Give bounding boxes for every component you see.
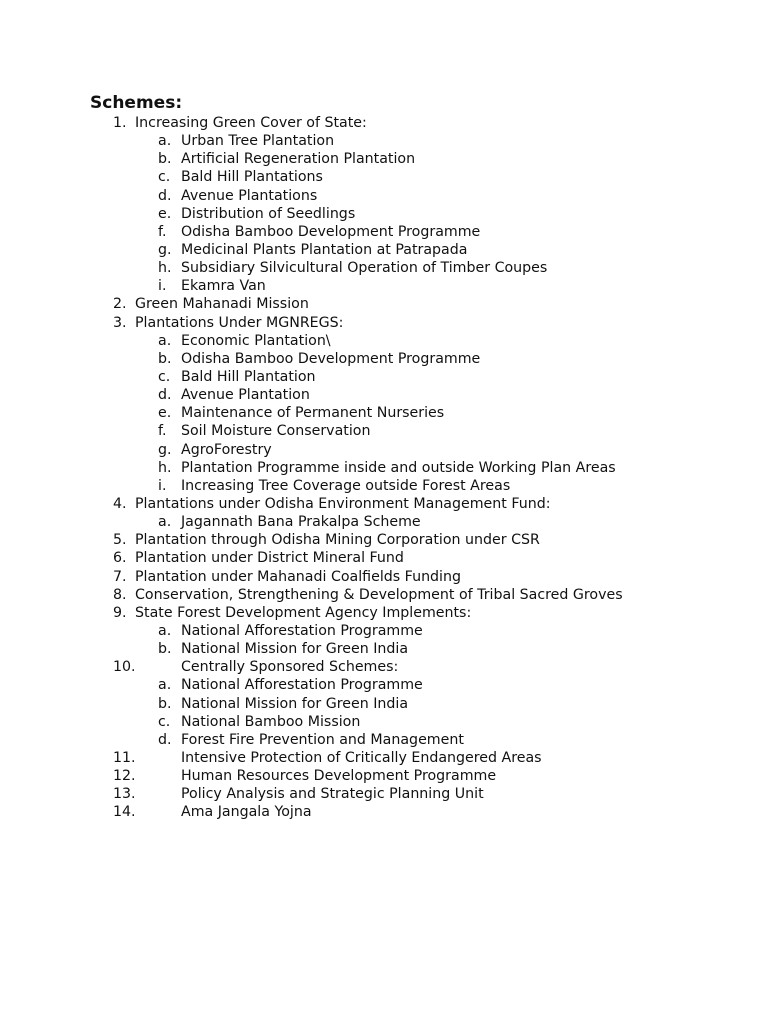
sub-list-item <box>0 350 768 368</box>
sub-list-text: National Mission for Green India <box>181 695 409 712</box>
list-item <box>0 314 768 332</box>
list-item <box>0 604 768 622</box>
list-number: 10. <box>113 659 136 676</box>
sub-list-item <box>0 622 768 640</box>
sub-list-marker: g. <box>158 241 172 258</box>
sub-list-marker: f. <box>158 223 167 240</box>
sub-list-item <box>0 150 768 168</box>
sub-list-text: Bald Hill Plantation <box>181 368 316 385</box>
sub-list-marker: b. <box>158 350 172 367</box>
list-number: 7. <box>113 568 127 585</box>
sub-list-item <box>0 205 768 223</box>
sub-list-text: Maintenance of Permanent Nurseries <box>181 405 445 422</box>
sub-list-marker: a. <box>158 677 172 694</box>
sub-list-text: Increasing Tree Coverage outside Forest Areas <box>181 477 511 494</box>
sub-list-text: Avenue Plantation <box>181 387 310 404</box>
sub-list-marker: e. <box>158 405 172 422</box>
list-text: Centrally Sponsored Schemes: <box>181 659 399 676</box>
sub-list-marker: e. <box>158 205 172 222</box>
sub-list-item <box>0 640 768 658</box>
sub-list-marker: a. <box>158 332 172 349</box>
page-title: Schemes: <box>90 93 183 113</box>
list-item <box>0 586 768 604</box>
list-item <box>0 568 768 586</box>
list-number: 6. <box>113 550 127 567</box>
sub-list-text: Bald Hill Plantations <box>181 169 323 186</box>
sub-list-marker: h. <box>158 260 172 277</box>
sub-list-text: Plantation Programme inside and outside Working Plan Areas <box>181 459 616 476</box>
sub-list-item <box>0 441 768 459</box>
sub-list-text: Economic Plantation\ <box>181 332 331 349</box>
sub-list-text: Subsidiary Silvicultural Operation of Timber Coupes <box>181 260 548 277</box>
sub-list-item <box>0 422 768 440</box>
sub-list-item <box>0 223 768 241</box>
list-number: 4. <box>113 495 127 512</box>
list-number: 13. <box>113 786 136 803</box>
list-text: Green Mahanadi Mission <box>135 296 309 313</box>
sub-list-marker: g. <box>158 441 172 458</box>
sub-list-text: National Bamboo Mission <box>181 713 361 730</box>
scheme-list <box>0 114 768 821</box>
sub-list-text: National Afforestation Programme <box>181 622 423 639</box>
sub-list-item <box>0 259 768 277</box>
sub-list-marker: d. <box>158 731 172 748</box>
sub-list-marker: f. <box>158 423 167 440</box>
sub-list-text: Odisha Bamboo Development Programme <box>181 223 481 240</box>
list-number: 3. <box>113 314 127 331</box>
list-text: Plantation through Odisha Mining Corporation under CSR <box>135 532 540 549</box>
list-text: State Forest Development Agency Implements: <box>135 604 472 621</box>
list-text: Conservation, Strengthening & Development of Tribal Sacred Groves <box>135 586 623 603</box>
list-number: 2. <box>113 296 127 313</box>
sub-list-text: Medicinal Plants Plantation at Patrapada <box>181 241 468 258</box>
sub-list-item <box>0 332 768 350</box>
sub-list-item <box>0 695 768 713</box>
list-item <box>0 658 768 676</box>
list-text: Plantations Under MGNREGS: <box>135 314 344 331</box>
sub-list-item <box>0 731 768 749</box>
sub-list-marker: a. <box>158 514 172 531</box>
list-item <box>0 785 768 803</box>
list-text: Ama Jangala Yojna <box>181 804 312 821</box>
sub-list-item <box>0 187 768 205</box>
sub-list-item <box>0 676 768 694</box>
sub-list-text: Jagannath Bana Prakalpa Scheme <box>181 514 421 531</box>
sub-list-item <box>0 404 768 422</box>
sub-list-item <box>0 132 768 150</box>
sub-list-text: Avenue Plantations <box>181 187 318 204</box>
list-item <box>0 531 768 549</box>
sub-list-item <box>0 168 768 186</box>
list-text: Plantation under Mahanadi Coalfields Funding <box>135 568 462 585</box>
sub-list-item <box>0 241 768 259</box>
sub-list-text: Odisha Bamboo Development Programme <box>181 350 481 367</box>
list-number: 5. <box>113 532 127 549</box>
list-text: Plantations under Odisha Environment Management Fund: <box>135 495 551 512</box>
sub-list-marker: a. <box>158 622 172 639</box>
sub-list-item <box>0 368 768 386</box>
list-text: Human Resources Development Programme <box>181 768 497 785</box>
sub-list-text: National Mission for Green India <box>181 641 409 658</box>
list-text: Plantation under District Mineral Fund <box>135 550 404 567</box>
sub-list-marker: b. <box>158 641 172 658</box>
sub-list-text: Soil Moisture Conservation <box>181 423 371 440</box>
list-item <box>0 295 768 313</box>
sub-list-marker: c. <box>158 713 171 730</box>
sub-list-marker: h. <box>158 459 172 476</box>
list-item <box>0 549 768 567</box>
sub-list-marker: i. <box>158 477 167 494</box>
sub-list-text: AgroForestry <box>181 441 272 458</box>
list-text: Increasing Green Cover of State: <box>135 115 367 131</box>
list-number: 12. <box>113 768 136 785</box>
sub-list-marker: d. <box>158 187 172 204</box>
sub-list-marker: c. <box>158 169 171 186</box>
list-item <box>0 114 768 132</box>
sub-list-item <box>0 713 768 731</box>
list-number: 8. <box>113 586 127 603</box>
list-number: 11. <box>113 749 136 766</box>
list-item <box>0 495 768 513</box>
sub-list-item <box>0 459 768 477</box>
sub-list-text: Forest Fire Prevention and Management <box>181 731 464 748</box>
list-item <box>0 749 768 767</box>
sub-list-item <box>0 477 768 495</box>
sub-list-marker: d. <box>158 387 172 404</box>
sub-list-item <box>0 386 768 404</box>
list-number: 14. <box>113 804 136 821</box>
list-number: 9. <box>113 604 127 621</box>
sub-list-text: Artificial Regeneration Plantation <box>181 151 416 168</box>
list-item <box>0 767 768 785</box>
sub-list-marker: c. <box>158 368 171 385</box>
list-text: Intensive Protection of Critically Endangered Areas <box>181 749 542 766</box>
sub-list-text: Distribution of Seedlings <box>181 205 356 222</box>
list-item <box>0 803 768 821</box>
sub-list-item <box>0 277 768 295</box>
sub-list-marker: i. <box>158 278 167 295</box>
sub-list-text: Urban Tree Plantation <box>181 133 335 150</box>
sub-list-marker: b. <box>158 151 172 168</box>
sub-list-marker: a. <box>158 133 172 150</box>
list-number: 1. <box>113 115 127 131</box>
sub-list-text: National Afforestation Programme <box>181 677 423 694</box>
sub-list-marker: b. <box>158 695 172 712</box>
list-text: Policy Analysis and Strategic Planning Unit <box>181 786 484 803</box>
sub-list-text: Ekamra Van <box>181 278 266 295</box>
sub-list-item <box>0 513 768 531</box>
